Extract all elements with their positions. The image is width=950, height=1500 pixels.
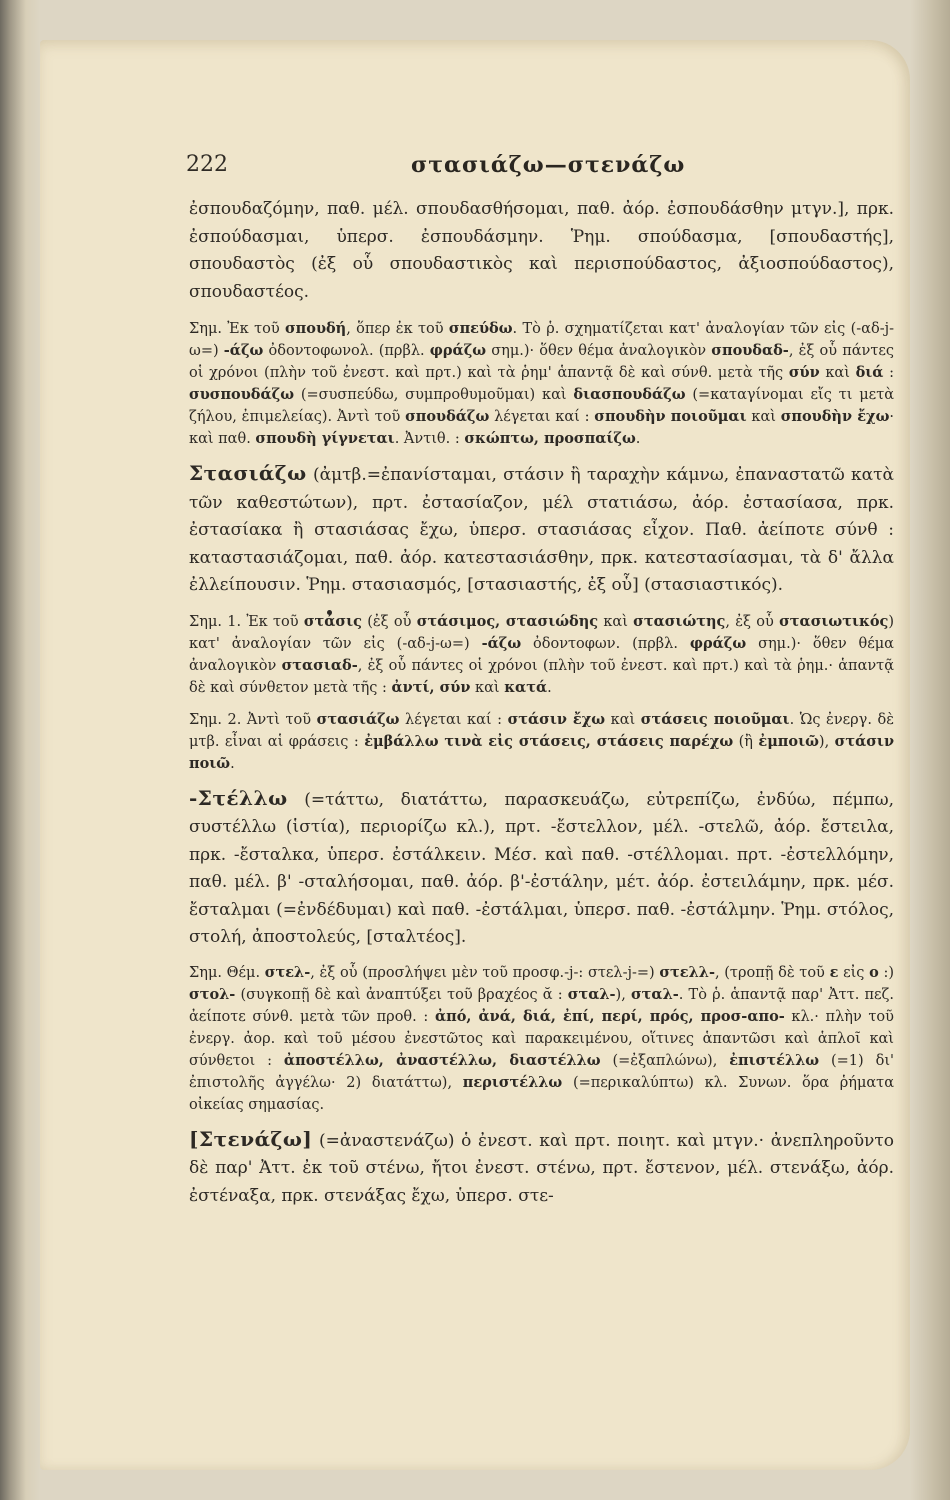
entry-stasiazo: Στασιάζω (ἀμτβ.=ἐπανίσταμαι, στάσιν ἢ ταραχὴν κάμνω, ἐπαναστατῶ κατὰ τῶν καθεστώτων), πρτ. ἐστασίαζον, μέλ στατιάσω, ἀόρ. ἐστασίασα, πρκ. ἐστασίακα ἢ στασιάσας ἔχω, ὑπερσ. στασιάσας εἶχον. Παθ. ἀείποτε σύνθ : καταστασιάζομαι, παθ. ἀόρ. κατεστασιάσθην, πρκ. κατεστασίασμαι, τὰ δ' ἄλλα ἐλλείπουσιν. Ῥημ. στασιασμός, [στασιαστής, ἐξ οὗ] (στασιαστικός).: [189, 461, 894, 595]
page-header: [186, 152, 886, 188]
note-stasiazo-2: Σημ. 2. Ἀντὶ τοῦ στασιάζω λέγεται καί : στάσιν ἔχω καὶ στάσεις ποιοῦμαι. Ὡς ἐνεργ. δὲ μτβ. εἶναι αἱ φράσεις : ἐμβάλλω τινὰ εἰς στάσεις, στάσεις παρέχω (ἢ ἐμποιῶ), στάσιν ποιῶ.: [189, 710, 895, 772]
headword-stasiazo: Στασιάζω: [189, 461, 307, 485]
note-stello: Σημ. Θέμ. στελ-, ἐξ οὗ (προσλήψει μὲν τοῦ προσφ.-j-: στελ-j-=) στελλ-, (τροπῇ δὲ τοῦ ε εἰς ο :) στολ- (συγκοπῇ δὲ καὶ ἀναπτύξει τοῦ βραχέος ᾰ : σταλ-), σταλ-. Τὸ ῥ. ἁπαντᾷ παρ' Ἀττ. πεζ. ἀείποτε σύνθ. μετὰ τῶν προθ. : ἀπό, ἀνά, διά, ἐπί, περί, πρός, προσ-απο- κλ.· πλὴν τοῦ ἐνεργ. ἀορ. καὶ τοῦ μέσου ἐνεστῶτος καὶ παρακειμένου, οἵτινες ἁπαντῶσι καὶ ἁπλοῖ καὶ σύνθετοι : ἀποστέλλω, ἀναστέλλω, διαστέλλω (=ἐξαπλώνω), ἐπιστέλλω (=1) δι' ἐπιστολῆς ἀγγέλω· 2) διατάττω), περιστέλλω (=περικαλύπτω) κλ. Συνων. ὅρα ῥήματα οἰκείας σημασίας.: [189, 963, 894, 1113]
paragraph-spoudazo-continued: ἐσπουδαζόμην, παθ. μέλ. σπουδασθήσομαι, παθ. ἀόρ. ἐσπουδάσθην μτγν.], πρκ. ἐσπούδασμαι, ὑπερσ. ἐσπουδάσμην. Ῥημ. σπούδασμα, [σπουδαστής], σπουδαστὸς (ἐξ οὗ σπουδαστικὸς καὶ περισπούδαστος, ἀξιοσπούδαστος), σπουδαστέος.: [189, 199, 894, 302]
entry-stenazo: [Στενάζω] (=ἀναστενάζω) ὁ ἐνεστ. καὶ πρτ. ποιητ. καὶ μτγν.· ἀνεπληροῦντο δὲ παρ' Ἀττ. ἐκ τοῦ στένω, ἤτοι ἐνεστ. στένω, πρτ. ἔστενον, μέλ. στενάξω, ἀόρ. ἐστέναξα, πρκ. στενάξας ἔχω, ὑπερσ. στε-: [189, 1126, 894, 1206]
book-edge-shadow: [910, 0, 950, 1500]
note-stasiazo-1: Σημ. 1. Ἐκ τοῦ στάσις (ἐξ οὗ στάσιμος, στασιώδης καὶ στασιώτης, ἐξ οὗ στασιωτικός) κατ' ἀναλογίαν τῶν εἰς (-αδ-j-ω=) -άζω ὀδοντοφων. (πρβλ. φράζω σημ.)· ὅθεν θέμα ἀναλογικὸν στασιαδ-, ἐξ οὗ πάντες οἱ χρόνοι (πλὴν τοῦ ἐνεστ. καὶ πρτ.) καὶ τὰ ῥημ.· ἁπαντᾷ δὲ καὶ σύνθετον μετὰ τῆς : ἀντί, σύν καὶ κατά.: [189, 612, 895, 696]
page-number: 222: [186, 152, 228, 177]
headword-stenazo: [Στενάζω]: [189, 1126, 313, 1151]
note-spoudazo: Σημ. Ἐκ τοῦ σπουδή, ὅπερ ἐκ τοῦ σπεύδω. Τὸ ῥ. σχηματίζεται κατ' ἀναλογίαν τῶν εἰς (-αδ-j-ω=) -άζω ὀδοντοφωνολ. (πρβλ. φράζω σημ.)· ὅθεν θέμα ἀναλογικὸν σπουδαδ-, ἐξ οὗ πάντες οἱ χρόνοι (πλὴν τοῦ ἐνεστ. καὶ πρτ.) καὶ τὰ ῥημ' ἁπαντᾷ δὲ καὶ σύνθ. μετὰ τῆς σύν καὶ διά : συσπουδάζω (=συσπεύδω, συμπροθυμοῦμαι) καὶ διασπουδάζω (=καταγίνομαι εἴς τι μετὰ ζήλου, ἐπιμελείας). Ἀντὶ τοῦ σπουδάζω λέγεται καί : σπουδὴν ποιοῦμαι καὶ σπουδὴν ἔχω· καὶ παθ. σπουδὴ γίγνεται. Ἀντιθ. : σκώπτω, προσπαίζω.: [189, 320, 895, 447]
page-content: [189, 196, 894, 1220]
running-head: στασιάζω—στενάζω: [411, 152, 686, 178]
entry-stello: -Στέλλω (=τάττω, διατάττω, παρασκευάζω, εὐτρεπίζω, ἐνδύω, πέμπω, συστέλλω (ἱστία), περιορίζω κλ.), πρτ. -ἔστελλον, μέλ. -στελῶ, ἀόρ. ἔστειλα, πρκ. -ἔσταλκα, ὑπερσ. ἐστάλκειν. Μέσ. καὶ παθ. -στέλλομαι. πρτ. -ἐστελλόμην, παθ. μέλ. β' -σταλήσομαι, παθ. ἀόρ. β'-ἐστάλην, μέτ. ἀόρ. ἐστειλάμην, πρκ. μέσ. ἔσταλμαι (=ἐνδέδυμαι) καὶ παθ. -ἐστάλμαι, ὑπερσ. παθ. -ἐστάλμην. Ῥημ. στόλος, στολή, ἀποστολεύς, [σταλτέος].: [189, 785, 894, 947]
headword-stello: -Στέλλω: [189, 785, 288, 810]
